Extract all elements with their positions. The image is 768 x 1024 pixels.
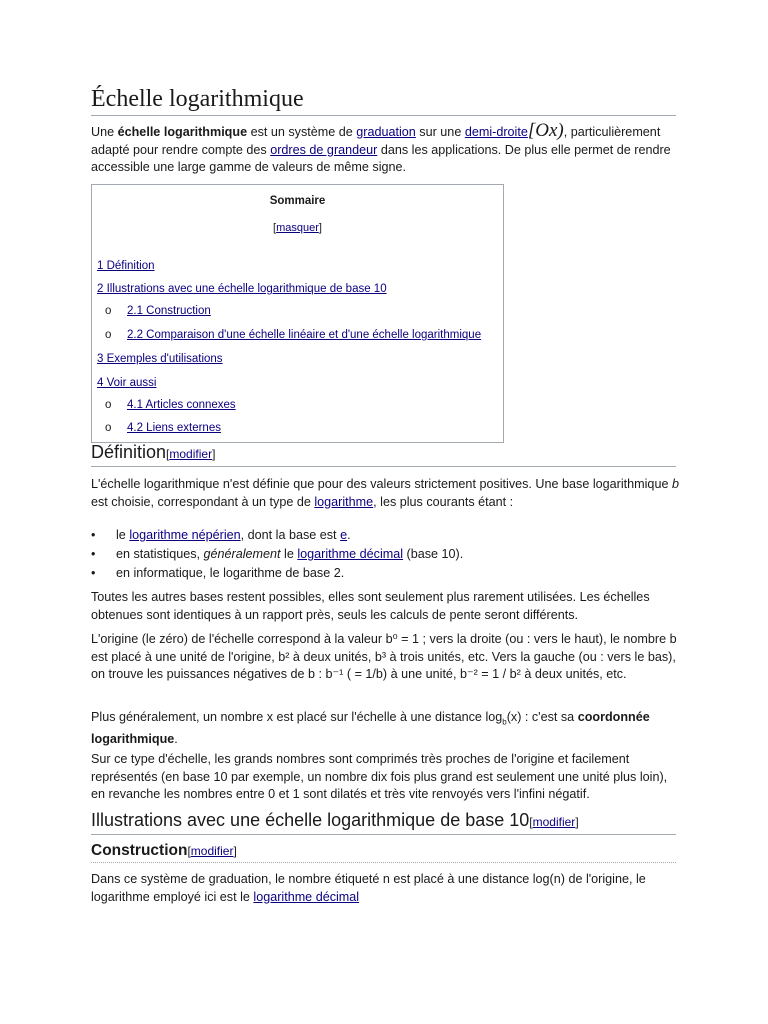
toc-item [97, 351, 223, 369]
text: . [174, 732, 178, 747]
link-logarithme-decimal[interactable]: logarithme décimal [297, 547, 404, 561]
intro-text: Une [91, 125, 118, 139]
intro-bold-term: échelle logarithmique [117, 125, 248, 139]
bases-list [91, 527, 681, 584]
toc-sub-bullet: o [105, 305, 112, 317]
toc-title: Sommaire [269, 195, 326, 207]
toc-item [105, 327, 481, 345]
text: , les plus courants étant : [373, 494, 514, 509]
definition-paragraph-3: L'origine (le zéro) de l'échelle correspond à la valeur b⁰ = 1 ; vers la droite (ou : vers le haut), le nombre b est placé à une unité de l'origine, b² à deux unités, b³ à trois unités, etc. Vers la gauche (ou : vers le bas), on trouve les puissances négatives de b : b⁻¹ ( = 1/b) à une unité, b⁻² = 1 / b² à deux unités, etc. [91, 632, 677, 681]
list-item [91, 527, 681, 546]
definition-paragraph-5: Sur ce type d'échelle, les grands nombres sont comprimés très proches de l'origine et facilement représentés (en base 10 par exemple, un nombre dix fois plus grand est seulement une unité plus loin), en revanche les nombres entre 0 et 1 sont dilatés et très vite renvoyés vers l'infini négatif. [91, 752, 668, 801]
text: (x) : c'est sa [506, 710, 578, 724]
intro-text: sur une [415, 125, 465, 139]
page-title: Échelle logarithmique [91, 84, 676, 116]
link-logarithme-neperien[interactable]: logarithme népérien [129, 528, 241, 542]
link-demi-droite[interactable]: demi-droite [464, 125, 528, 139]
list-item: • en informatique, le logarithme de base 2. [91, 565, 681, 584]
toc-item [105, 397, 236, 415]
toc-link-construction[interactable]: 2.1 Construction [127, 305, 211, 317]
heading-text: Construction [91, 842, 188, 859]
edit-section: [modifier] [529, 815, 579, 829]
toc-item [97, 258, 155, 276]
edit-link[interactable]: modifier [190, 844, 234, 858]
section-heading-construction [91, 841, 676, 863]
text: en statistiques, [116, 547, 204, 561]
heading-text: Illustrations avec une échelle logarithmique de base 10 [91, 810, 530, 830]
toc-link-articles-connexes[interactable]: 4.1 Articles connexes [127, 399, 236, 411]
edit-section: [modifier] [166, 447, 216, 461]
text: , dont la base est [240, 528, 341, 542]
text: est choisie, correspondant à un type de [91, 494, 315, 509]
toc-item [105, 420, 221, 438]
toc-link-comparaison[interactable]: 2.2 Comparaison d'une échelle linéaire et d'une échelle logarithmique [127, 329, 482, 341]
link-graduation[interactable]: graduation [356, 125, 416, 139]
definition-paragraph-4 [91, 709, 681, 749]
text: Plus généralement, un nombre x est placé sur l'échelle à une distance log [91, 710, 503, 724]
toc-item [105, 303, 211, 321]
toc-sub-bullet: o [105, 399, 112, 411]
toc-link-liens-externes[interactable]: 4.2 Liens externes [127, 422, 221, 434]
toc-hide-toggle: [masquer] [273, 222, 322, 234]
link-logarithme[interactable]: logarithme [314, 494, 374, 509]
intro-paragraph [91, 122, 681, 177]
toc-link-exemples[interactable]: 3 Exemples d'utilisations [97, 353, 223, 365]
bold-term: coordonnée logarithmique [91, 710, 650, 747]
edit-link[interactable]: modifier [169, 447, 213, 461]
definition-paragraph-2: Toutes les autres bases restent possibles, elles sont seulement plus rarement utilisées. Les échelles obtenues sont identiques à un rapport près, seuls les calculs de pente seront différents. [91, 590, 650, 622]
toc-item [97, 281, 387, 299]
variable-b: b [671, 477, 679, 491]
toc-sub-bullet: o [105, 329, 112, 341]
construction-paragraph [91, 871, 681, 906]
intro-text: dans les applications. De plus elle permet de rendre accessible une large gamme de valeurs de même signe. [91, 142, 671, 174]
toc-item [97, 375, 156, 393]
math-formula: [Ox) [527, 120, 564, 141]
emphasis: généralement [203, 547, 281, 561]
toc-link-voir-aussi[interactable]: 4 Voir aussi [97, 377, 157, 389]
text: . [347, 528, 351, 542]
toc-sub-bullet: o [105, 422, 112, 434]
text: L'échelle logarithmique n'est définie que pour des valeurs strictement positives. Une base logarithmique [91, 477, 672, 491]
list-item [91, 546, 681, 565]
text: Dans ce système de graduation, le nombre étiqueté n est placé à une distance log(n) de l'origine, le logarithme employé ici est le [91, 872, 646, 904]
edit-link[interactable]: modifier [532, 815, 576, 829]
table-of-contents [91, 184, 504, 443]
heading-text: Définition [91, 442, 167, 462]
toc-link-illustrations[interactable]: 2 Illustrations avec une échelle logarithmique de base 10 [97, 283, 387, 295]
subscript-b: b [502, 717, 507, 727]
link-ordres-de-grandeur[interactable]: ordres de grandeur [270, 142, 378, 157]
toc-hide-link[interactable]: masquer [276, 222, 319, 234]
text: le [116, 528, 130, 542]
section-heading-definition [91, 441, 676, 467]
edit-section: [modifier] [187, 844, 237, 858]
link-logarithme-decimal-2[interactable]: logarithme décimal [253, 889, 360, 904]
toc-link-definition[interactable]: 1 Définition [97, 260, 155, 272]
text: (base 10). [403, 547, 464, 561]
definition-paragraph-1 [91, 476, 681, 511]
link-e[interactable]: e [340, 528, 348, 542]
intro-text: est un système de [247, 125, 357, 139]
intro-text: , particulièrement adapté pour rendre compte des [91, 125, 661, 157]
section-heading-illustrations [91, 809, 676, 835]
text: le [280, 547, 298, 561]
